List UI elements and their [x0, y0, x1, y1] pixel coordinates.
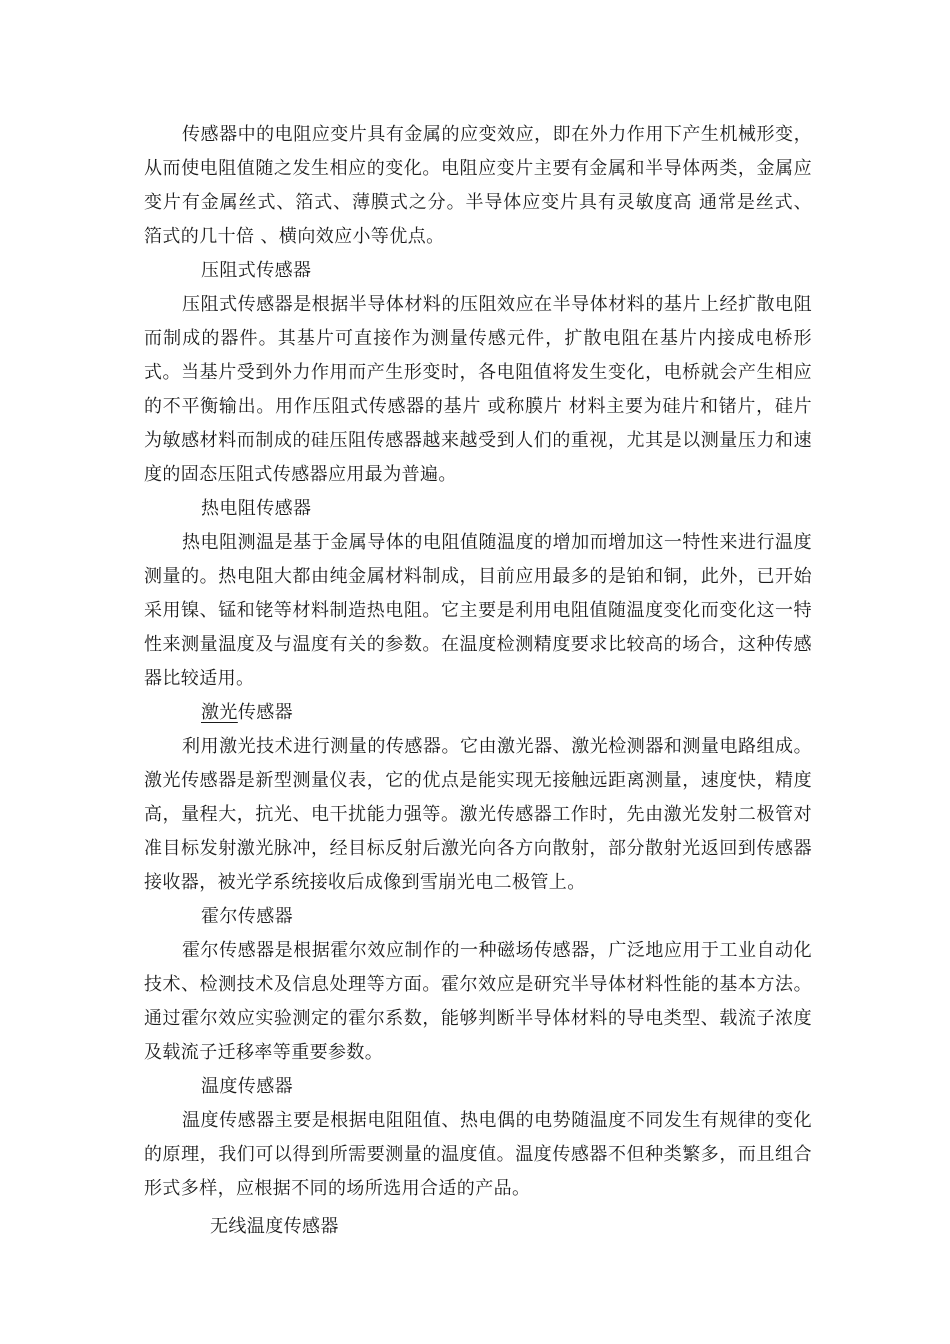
section-heading-wireless-temperature: 无线温度传感器	[210, 1216, 339, 1237]
section-heading-thermal-resistance: 热电阻传感器	[201, 498, 312, 519]
section-body-thermal-resistance: 热电阻测温是基于金属导体的电阻值随温度的增加而增加这一特性来进行温度测量的。热电阻大都由纯金属材料制成，目前应用最多的是铂和铜，此外，已开始采用镍、锰和铑等材料制造热电阻。它主要是利用电阻值随温度变化而变化这一特性来测量温度及与温度有关的参数。在温度检测精度要求比较高的场合，这种传感器比较适用。	[144, 532, 812, 689]
document-body	[144, 118, 812, 1244]
laser-heading-underlined: 激光	[201, 702, 238, 723]
section-heading-temperature: 温度传感器	[201, 1076, 293, 1097]
section-body-laser: 利用激光技术进行测量的传感器。它由激光器、激光检测器和测量电路组成。激光传感器是新型测量仪表，它的优点是能实现无接触远距离测量，速度快，精度高，量程大，抗光、电干扰能力强等。激光传感器工作时，先由激光发射二极管对准目标发射激光脉冲，经目标反射后激光向各方向散射，部分散射光返回到传感器接收器，被光学系统接收后成像到雪崩光电二极管上。	[144, 736, 812, 893]
section-body-hall: 霍尔传感器是根据霍尔效应制作的一种磁场传感器，广泛地应用于工业自动化技术、检测技术及信息处理等方面。霍尔效应是研究半导体材料性能的基本方法。通过霍尔效应实验测定的霍尔系数，能够判断半导体材料的导电类型、载流子浓度及载流子迁移率等重要参数。	[144, 940, 812, 1063]
section-body-temperature: 温度传感器主要是根据电阻阻值、热电偶的电势随温度不同发生有规律的变化的原理，我们可以得到所需要测量的温度值。温度传感器不但种类繁多，而且组合形式多样，应根据不同的场所选用合适的产品。	[144, 1110, 812, 1199]
intro-paragraph: 传感器中的电阻应变片具有金属的应变效应，即在外力作用下产生机械形变，从而使电阻值随之发生相应的变化。电阻应变片主要有金属和半导体两类，金属应变片有金属丝式、箔式、薄膜式之分。半导体应变片具有灵敏度高 通常是丝式、箔式的几十倍 、横向效应小等优点。	[144, 124, 812, 247]
section-body-piezoresistive: 压阻式传感器是根据半导体材料的压阻效应在半导体材料的基片上经扩散电阻而制成的器件。其基片可直接作为测量传感元件，扩散电阻在基片内接成电桥形式。当基片受到外力作用而产生形变时，各电阻值将发生变化，电桥就会产生相应的不平衡输出。用作压阻式传感器的基片 或称膜片 材料主要为硅片和锗片，硅片为敏感材料而制成的硅压阻传感器越来越受到人们的重视，尤其是以测量压力和速度的固态压阻式传感器应用最为普遍。	[144, 294, 812, 485]
section-heading-hall: 霍尔传感器	[201, 906, 293, 927]
section-heading-laser	[144, 696, 812, 730]
laser-heading-rest: 传感器	[237, 702, 294, 723]
section-heading-piezoresistive: 压阻式传感器	[201, 260, 312, 281]
